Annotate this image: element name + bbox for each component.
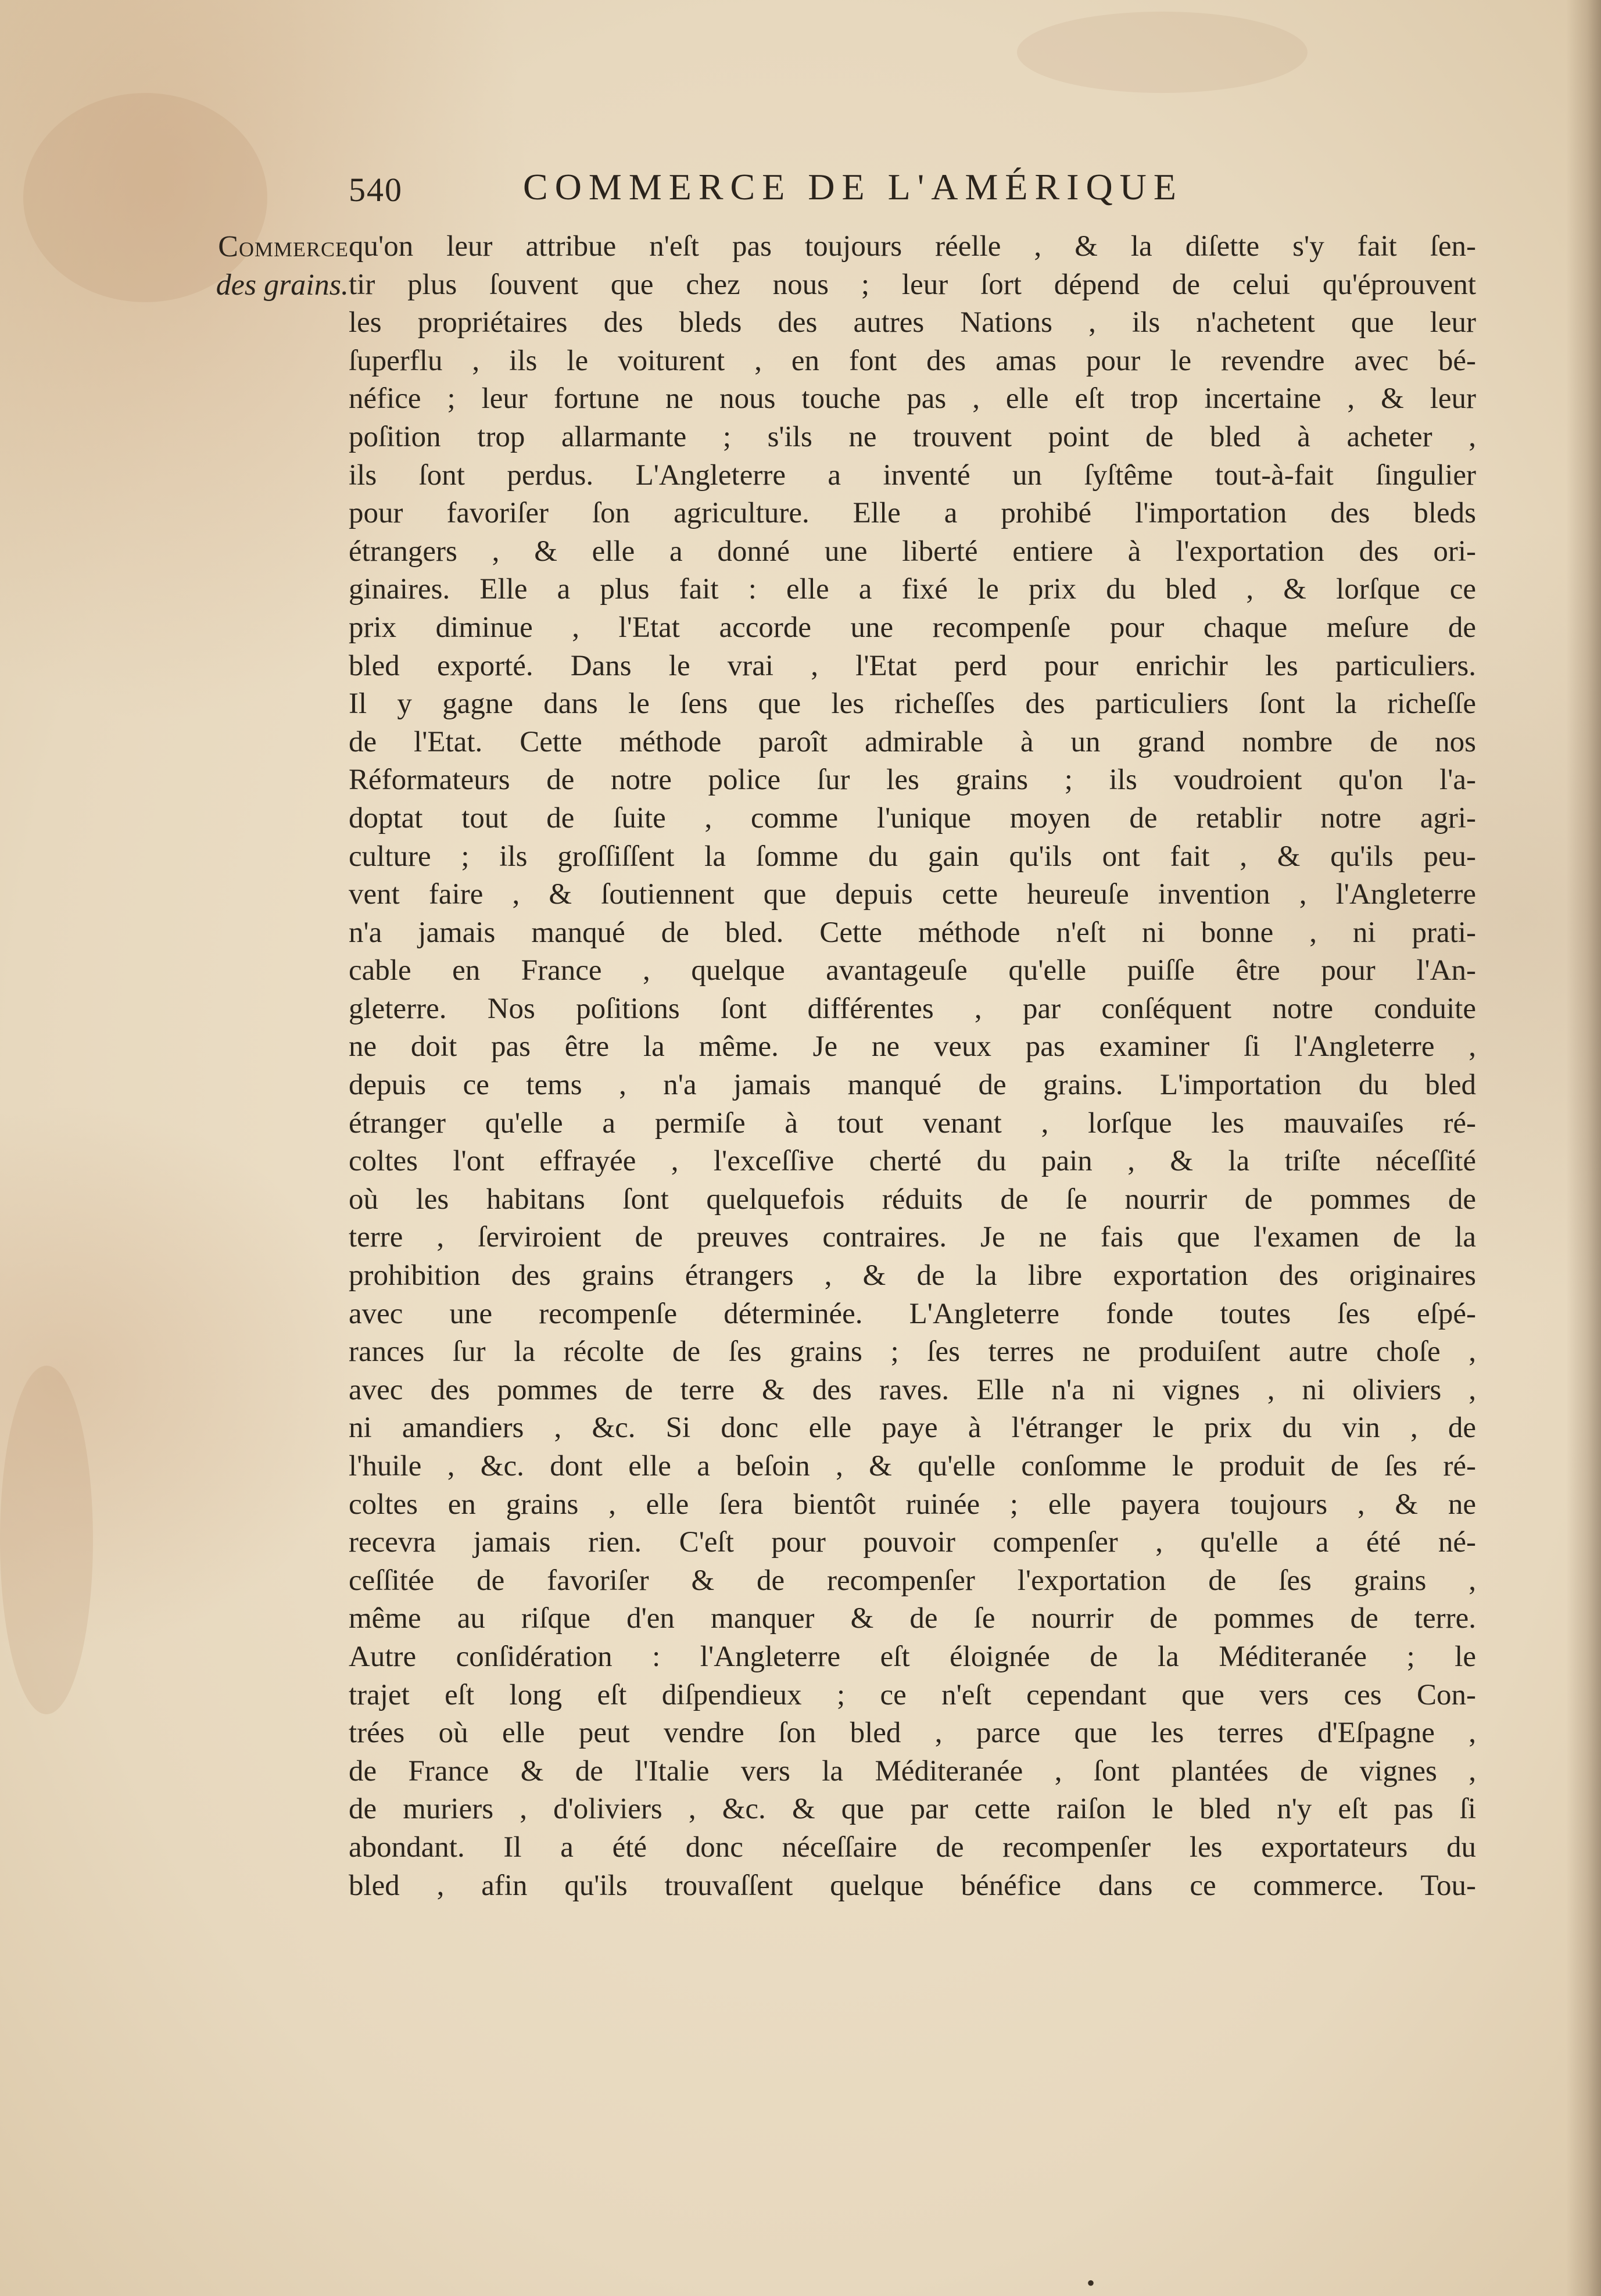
text-line: Autre conſidération : l'Angleterre eſt éloignée de la Méditeranée ; le [349,1640,1476,1673]
page-edge-shadow [1566,0,1601,2296]
text-line: étrangers , & elle a donné une liberté entiere à l'exportation des ori- [349,535,1476,568]
text-line: les propriétaires des bleds des autres Nations , ils n'achetent que leur [349,306,1476,339]
text-line: prohibition des grains étrangers , & de la libre exportation des originaires [349,1259,1476,1292]
text-line: étranger qu'elle a permiſe à tout venant , lorſque les mauvaiſes ré- [349,1106,1476,1140]
text-line: coltes l'ont effrayée , l'exceſſive cherté du pain , & la triſte néceſſité [349,1145,1476,1178]
text-line: depuis ce tems , n'a jamais manqué de grains. L'importation du bled [349,1069,1476,1102]
text-line: de l'Etat. Cette méthode paroît admirable à un grand nombre de nos [349,725,1476,758]
margin-note-line-1: Commerce [218,230,349,263]
text-line: tir plus ſouvent que chez nous ; leur ſort dépend de celui qu'éprouvent [349,268,1476,301]
text-line: coltes en grains , elle ſera bientôt ruinée ; elle payera toujours , & ne [349,1488,1476,1521]
text-line: avec des pommes de terre & des raves. Elle n'a ni vignes , ni oliviers , [349,1373,1476,1406]
text-line: doptat tout de ſuite , comme l'unique moyen de retablir notre agri- [349,801,1476,834]
text-line: recevra jamais rien. C'eſt pour pouvoir compenſer , qu'elle a été né- [349,1526,1476,1559]
text-line: culture ; ils groſſiſſent la ſomme du gain qu'ils ont fait , & qu'ils peu- [349,840,1476,873]
text-line: qu'on leur attribue n'eſt pas toujours réelle , & la diſette s'y fait ſen- [349,230,1476,263]
text-line: gleterre. Nos poſitions ſont différentes , par conſéquent notre conduite [349,992,1476,1025]
text-line: de France & de l'Italie vers la Méditeranée , ſont plantées de vignes , [349,1754,1476,1788]
text-line: ni amandiers , &c. Si donc elle paye à l'étranger le prix du vin , de [349,1412,1476,1445]
text-line: ceſſitée de favoriſer & de recompenſer l'exportation de ſes grains , [349,1564,1476,1597]
paper-stain [1017,12,1308,93]
text-line: ſuperflu , ils le voiturent , en font des amas pour le revendre avec bé- [349,344,1476,377]
text-line: trajet eſt long eſt diſpendieux ; ce n'eſt cependant que vers ces Con- [349,1678,1476,1711]
text-line: rances ſur la récolte de ſes grains ; ſes terres ne produiſent autre choſe , [349,1335,1476,1369]
text-line: avec une recompenſe déterminée. L'Angleterre fonde toutes ſes eſpé- [349,1297,1476,1330]
text-line: ne doit pas être la même. Je ne veux pas examiner ſi l'Angleterre , [349,1030,1476,1063]
text-line: prix diminue , l'Etat accorde une recompenſe pour chaque meſure de [349,611,1476,644]
text-line: terre , ſerviroient de preuves contraires. Je ne fais que l'examen de la [349,1221,1476,1254]
text-line: ginaires. Elle a plus fait : elle a fixé le prix du bled , & lorſque ce [349,573,1476,606]
footer-mark: • [1087,2270,1095,2296]
page-number: 540 [349,171,403,209]
text-line: néfice ; leur fortune ne nous touche pas , elle eſt trop incertaine , & leur [349,382,1476,415]
text-line: où les habitans ſont quelquefois réduits de ſe nourrir de pommes de [349,1183,1476,1216]
text-line: pour favoriſer ſon agriculture. Elle a prohibé l'importation des bleds [349,497,1476,530]
text-line: abondant. Il a été donc néceſſaire de recompenſer les exportateurs du [349,1831,1476,1864]
text-line: ils ſont perdus. L'Angleterre a inventé un ſyſtême tout-à-fait ſingulier [349,459,1476,492]
text-line: Réformateurs de notre police ſur les grains ; ils voudroient qu'on l'a- [349,764,1476,797]
text-line: poſition trop allarmante ; s'ils ne trouvent point de bled à acheter , [349,420,1476,453]
margin-note [151,228,349,305]
text-line: bled , afin qu'ils trouvaſſent quelque bénéfice dans ce commerce. Tou- [349,1869,1476,1902]
margin-note-line-2: des grains. [216,268,349,302]
paper-stain [0,1366,93,1714]
text-line: Il y gagne dans le ſens que les richeſſes des particuliers ſont la richeſſe [349,687,1476,721]
text-line: vent faire , & ſoutiennent que depuis cette heureuſe invention , l'Angleterre [349,878,1476,911]
text-line: cable en France , quelque avantageuſe qu'elle puiſſe être pour l'An- [349,954,1476,987]
body-text [349,228,1476,1905]
running-title: COMMERCE DE L'AMÉRIQUE [523,166,1183,207]
text-line: n'a jamais manqué de bled. Cette méthode n'eſt ni bonne , ni prati- [349,916,1476,949]
text-line: bled exporté. Dans le vrai , l'Etat perd pour enrichir les particuliers. [349,649,1476,682]
text-line: trées où elle peut vendre ſon bled , parce que les terres d'Eſpagne , [349,1717,1476,1750]
text-line: l'huile , &c. dont elle a beſoin , & qu'elle conſomme le produit de ſes ré- [349,1450,1476,1482]
text-line: de muriers , d'oliviers , &c. & que par cette raiſon le bled n'y eſt pas ſi [349,1793,1476,1826]
text-line: même au riſque d'en manquer & de ſe nourrir de pommes de terre. [349,1602,1476,1635]
running-head [349,166,1337,218]
